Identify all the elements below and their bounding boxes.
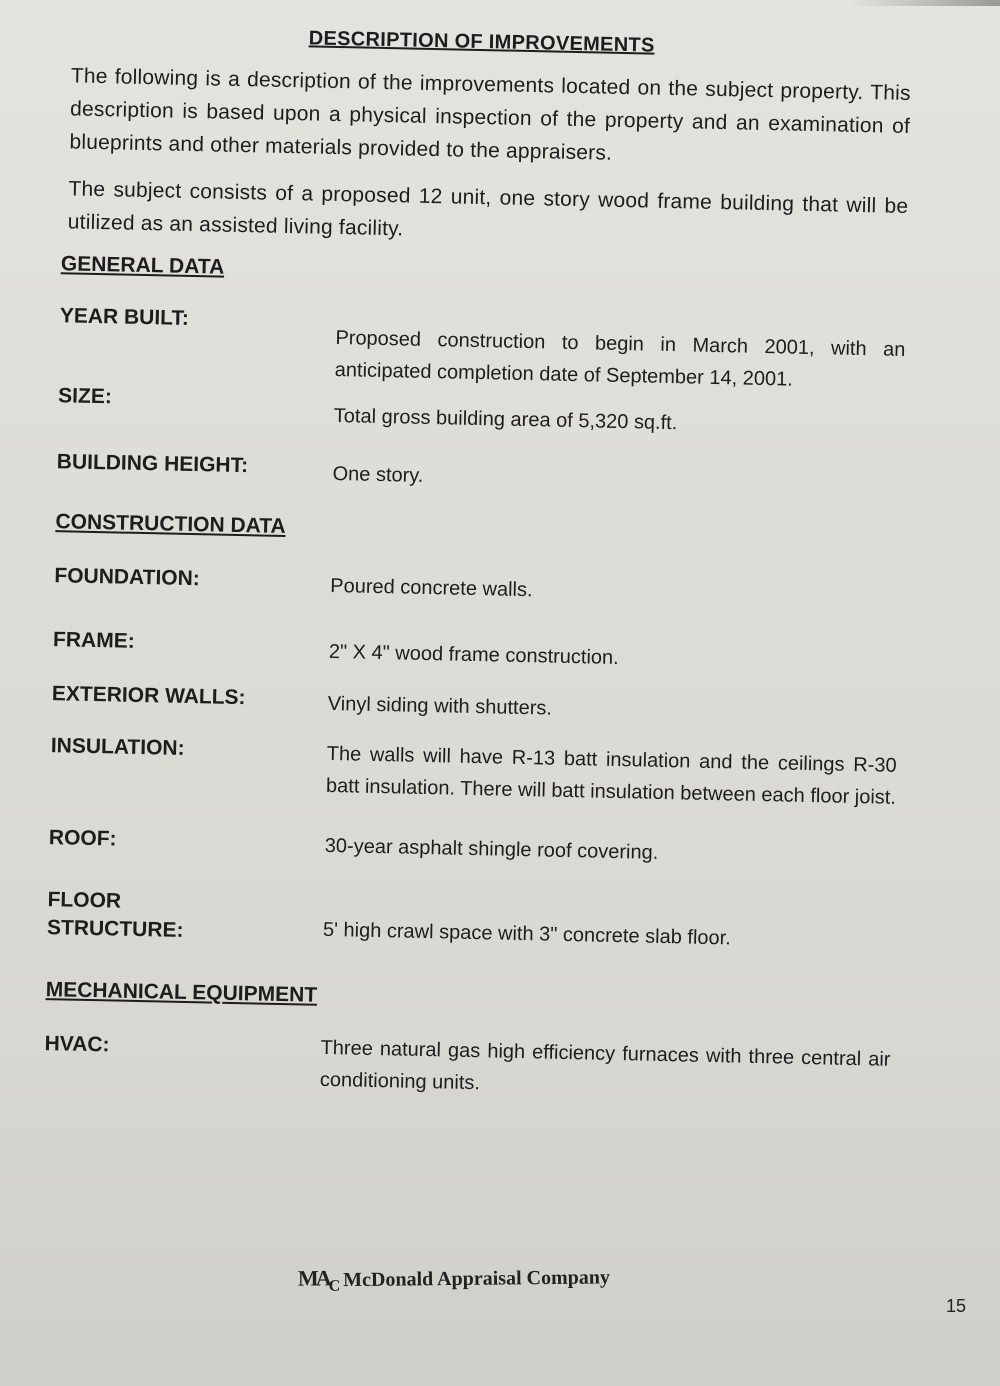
hvac-value: Three natural gas high efficiency furnaces with three central air conditioning units. [319,1036,891,1095]
floor-structure-label-line2: STRUCTURE: [46,916,184,942]
insulation-row [50,732,897,814]
foundation-label: FOUNDATION: [54,564,201,591]
exterior-walls-value: Vinyl siding with shutters. [327,692,553,720]
floor-structure-label [47,886,324,948]
hvac-row [44,1030,891,1108]
company-name: McDonald Appraisal Company [343,1266,611,1291]
construction-data-heading: CONSTRUCTION DATA [55,510,286,539]
general-data-heading: GENERAL DATA [60,252,225,279]
company-footer [298,1262,610,1296]
year-built-value: Proposed construction to begin in March 2001, with an anticipated completion date of September 14, 2001. [334,327,906,391]
insulation-label: INSULATION: [50,734,185,760]
frame-value: 2" X 4" wood frame construction. [328,640,619,670]
foundation-row [54,562,901,614]
roof-label: ROOF: [48,826,117,851]
building-height-label: BUILDING HEIGHT: [56,450,249,478]
intro-paragraph-2: The subject consists of a proposed 12 unit, one story wood frame building that will be utilized as an assisted living facility. [67,177,909,241]
roof-value: 30-year asphalt shingle roof covering. [324,834,659,864]
insulation-value: The walls will have R-13 batt insulation and the ceilings R-30 batt insulation. There will batt insulation between each floor joist. [325,742,897,809]
company-logo [298,1265,338,1296]
floor-structure-label-line1: FLOOR [47,888,122,913]
exterior-walls-row [52,680,899,732]
size-value: Total gross building area of 5,320 sq.ft. [333,404,678,435]
roof-row [49,824,895,874]
intro-paragraph-1: The following is a description of the improvements located on the subject property. This description is based upon a physical inspection of the property and an examination of blueprints and other materials provided to the appraisers. [69,64,911,165]
building-height-row [56,448,903,502]
logo-letters-ma: MA [297,1265,329,1291]
page-title: DESCRIPTION OF IMPROVEMENTS [308,27,655,57]
year-built-label: YEAR BUILT: [59,304,190,330]
hvac-label: HVAC: [44,1032,110,1057]
exterior-walls-label: EXTERIOR WALLS: [51,682,246,710]
mechanical-equipment-heading: MECHANICAL EQUIPMENT [45,978,318,1007]
document-body [30,22,912,1108]
foundation-value: Poured concrete walls. [330,574,533,602]
building-height-value: One story. [332,462,424,487]
frame-label: FRAME: [52,628,135,653]
page-number: 15 [946,1296,967,1316]
floor-structure-value: 5' high crawl space with 3" concrete slab floor. [322,918,731,950]
frame-row [53,626,900,680]
logo-letter-c: C [328,1277,338,1295]
size-label: SIZE: [57,384,113,409]
floor-structure-row [47,886,894,960]
year-built-row [58,302,905,398]
